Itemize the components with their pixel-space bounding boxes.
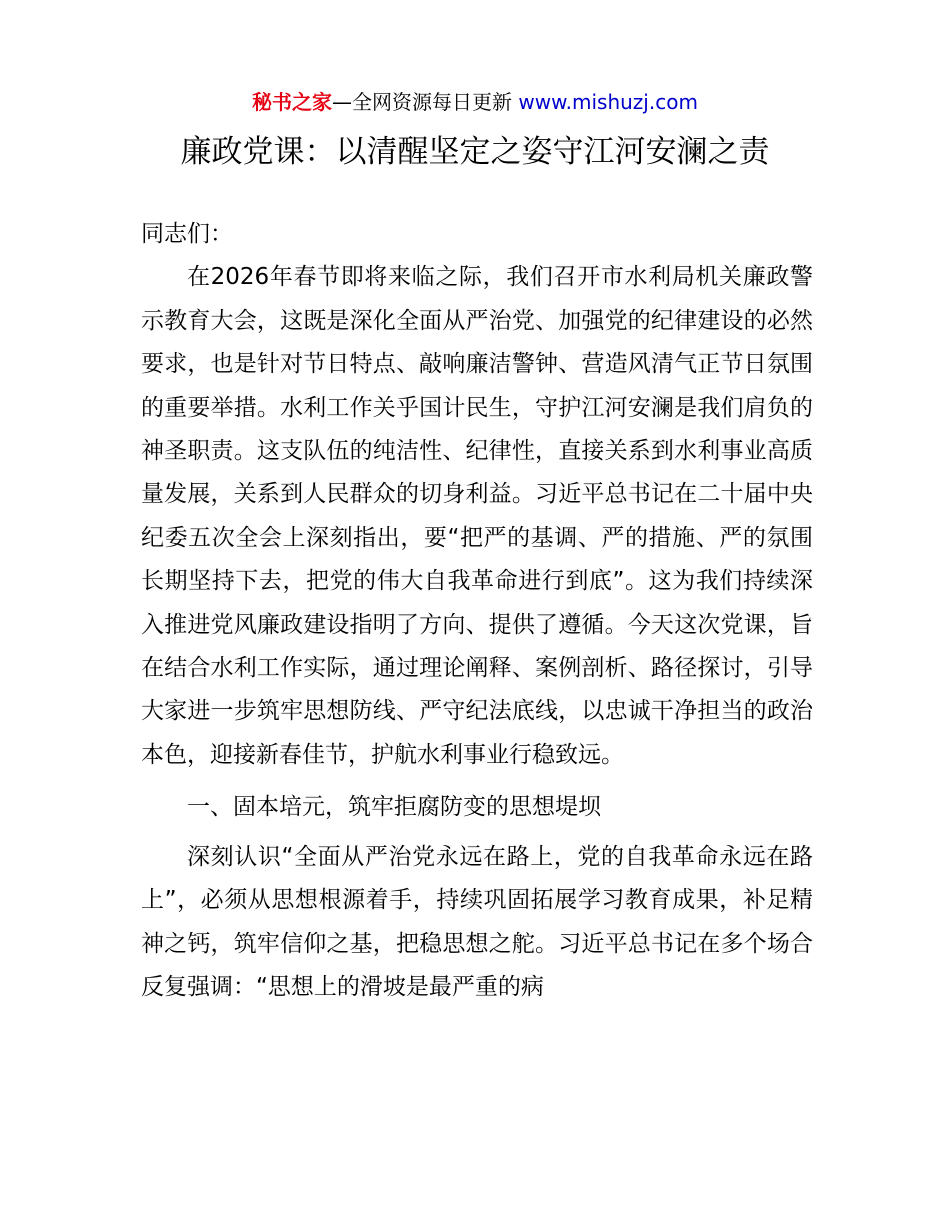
site-url-link[interactable]: www.mishuzj.com <box>518 90 698 114</box>
intro-paragraph: 在2026年春节即将来临之际，我们召开市水利局机关廉政警示教育大会，这既是深化全面从严治党、加强党的纪律建设的必然要求，也是针对节日特点、敲响廉洁警钟、营造风清气正节日氛围的重要举措。水利工作关乎国计民生，守护江河安澜是我们肩负的神圣职责。这支队伍的纯洁性、纪律性，直接关系到水利事业高质量发展，关系到人民群众的切身利益。习近平总书记在二十届中央纪委五次全会上深刻指出，要“把严的基调、严的措施、严的氛围长期坚持下去，把党的伟大自我革命进行到底”。这为我们持续深入推进党风廉政建设指明了方向、提供了遵循。今天这次党课，旨在结合水利工作实际，通过理论阐释、案例剖析、路径探讨，引导大家进一步筑牢思想防线、严守纪法底线，以忠诚干净担当的政治本色，迎接新春佳节，护航水利事业行稳致远。 <box>141 264 813 768</box>
salutation: 同志们： <box>141 221 233 247</box>
site-brand: 秘书之家 <box>252 90 333 114</box>
site-tagline: —全网资源每日更新 <box>332 90 513 114</box>
document-title: 廉政党课：以清醒坚定之姿守江河安澜之责 <box>180 134 770 170</box>
section-paragraph: 深刻认识“全面从严治党永远在路上，党的自我革命永远在路上”，必须从思想根源着手，持续巩固拓展学习教育成果，补足精神之钙，筑牢信仰之基，把稳思想之舵。习近平总书记在多个场合反复强调：“思想上的滑坡是最严重的病 <box>141 843 813 1000</box>
site-header <box>0 88 950 116</box>
section-heading: 一、固本培元，筑牢拒腐防变的思想堤坝 <box>187 794 601 821</box>
document-body <box>141 213 813 1009</box>
